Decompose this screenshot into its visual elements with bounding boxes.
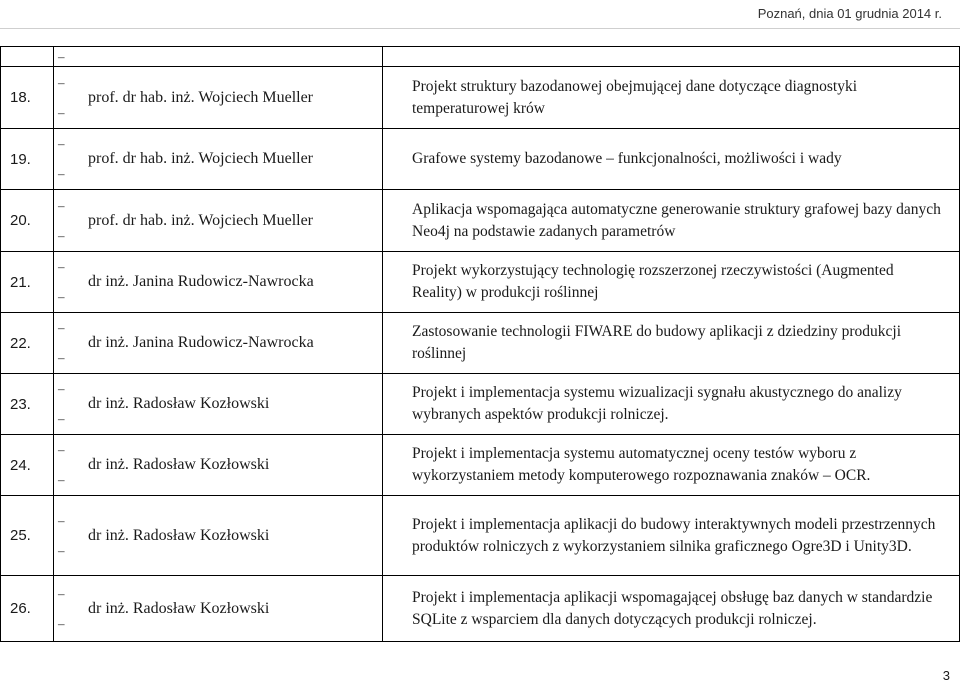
header-divider [0, 28, 960, 29]
thesis-title: Projekt i implementacja aplikacji wspomagającej obsługę baz danych w standardzie SQLite z wsparciem dla danych dotyczących produkcji rolniczej. [383, 576, 960, 642]
table-row [1, 576, 960, 642]
row-number: 22. [1, 313, 54, 374]
row-number: 19. [1, 129, 54, 190]
row-number: 24. [1, 435, 54, 496]
dash-marker: – [58, 381, 65, 396]
supervisor-name: prof. dr hab. inż. Wojciech Mueller [88, 88, 314, 106]
dash-marker: – [58, 442, 65, 457]
row-number: 25. [1, 496, 54, 576]
dash-marker: – [58, 48, 65, 64]
title-cell [383, 47, 960, 67]
supervisor-cell [54, 435, 383, 496]
table-row [1, 67, 960, 129]
row-number: 26. [1, 576, 54, 642]
supervisor-cell [54, 496, 383, 576]
row-number: 20. [1, 190, 54, 252]
dash-marker: – [58, 227, 65, 243]
dash-marker: – [58, 512, 65, 528]
supervisor-name: prof. dr hab. inż. Wojciech Mueller [88, 211, 314, 229]
supervisor-name: dr inż. Radosław Kozłowski [88, 456, 270, 473]
supervisor-cell [54, 129, 383, 190]
dash-marker: – [58, 289, 65, 304]
dash-marker: – [58, 472, 65, 487]
dash-marker: – [58, 166, 65, 181]
supervisor-cell [54, 47, 383, 67]
page-number: 3 [942, 668, 950, 683]
dash-marker: – [58, 197, 65, 213]
supervisor-cell [54, 576, 383, 642]
table-row [1, 435, 960, 496]
thesis-title: Projekt i implementacja aplikacji do budowy interaktywnych modeli przestrzennych produktów rolniczych z wykorzystaniem silnika graficznego Ogre3D i Unity3D. [383, 496, 960, 576]
dash-marker: – [58, 542, 65, 558]
thesis-title: Zastosowanie technologii FIWARE do budowy aplikacji z dziedziny produkcji roślinnej [383, 313, 960, 374]
thesis-title: Projekt wykorzystujący technologię rozszerzonej rzeczywistości (Augmented Reality) w produkcji roślinnej [383, 252, 960, 313]
document-date: Poznań, dnia 01 grudnia 2014 r. [757, 6, 942, 21]
dash-marker: – [58, 585, 65, 601]
dash-marker: – [58, 259, 65, 274]
table-row [1, 313, 960, 374]
dash-marker: – [58, 615, 65, 631]
thesis-title: Aplikacja wspomagająca automatyczne generowanie struktury grafowej bazy danych Neo4j na podstawie zadanych parametrów [383, 190, 960, 252]
table-row-empty-top [1, 47, 960, 67]
row-number: 23. [1, 374, 54, 435]
supervisor-cell [54, 313, 383, 374]
table-row [1, 190, 960, 252]
supervisor-cell [54, 374, 383, 435]
thesis-title: Grafowe systemy bazodanowe – funkcjonalności, możliwości i wady [383, 129, 960, 190]
table-row [1, 496, 960, 576]
dash-marker: – [58, 350, 65, 365]
dash-marker: – [58, 411, 65, 426]
thesis-title: Projekt struktury bazodanowej obejmującej dane dotyczące diagnostyki temperaturowej krów [383, 67, 960, 129]
supervisor-name: dr inż. Janina Rudowicz-Nawrocka [88, 273, 314, 290]
supervisor-name: prof. dr hab. inż. Wojciech Mueller [88, 150, 314, 167]
supervisor-name: dr inż. Radosław Kozłowski [88, 599, 270, 617]
supervisor-cell [54, 67, 383, 129]
table-row [1, 129, 960, 190]
table-row [1, 252, 960, 313]
dash-marker: – [58, 104, 65, 120]
dash-marker: – [58, 74, 65, 90]
thesis-title: Projekt i implementacja systemu wizualizacji sygnału akustycznego do analizy wybranych aspektów produkcji rolniczej. [383, 374, 960, 435]
supervisor-name: dr inż. Janina Rudowicz-Nawrocka [88, 334, 314, 351]
row-number: 18. [1, 67, 54, 129]
table-row [1, 374, 960, 435]
supervisor-cell [54, 252, 383, 313]
supervisor-name: dr inż. Radosław Kozłowski [88, 526, 270, 544]
dash-marker: – [58, 320, 65, 335]
supervisor-cell [54, 190, 383, 252]
thesis-topics-table [0, 46, 960, 642]
dash-marker: – [58, 136, 65, 151]
row-number: 21. [1, 252, 54, 313]
supervisor-name: dr inż. Radosław Kozłowski [88, 395, 270, 412]
number-cell [1, 47, 54, 67]
thesis-title: Projekt i implementacja systemu automatycznej oceny testów wyboru z wykorzystaniem metody komputerowego rozpoznawania znaków – OCR. [383, 435, 960, 496]
